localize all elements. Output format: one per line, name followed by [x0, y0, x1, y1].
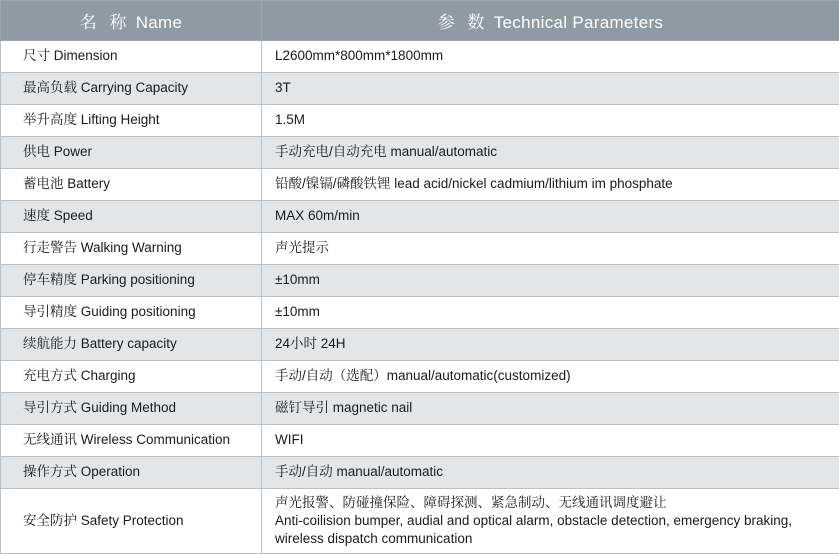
row-label: 供电 Power — [1, 137, 262, 169]
column-header-name-cn: 名 称 — [80, 13, 131, 32]
column-header-parameters-cn: 参 数 — [438, 13, 489, 32]
column-header-parameters — [262, 1, 839, 41]
table-row — [1, 457, 839, 489]
row-label: 安全防护 Safety Protection — [1, 489, 262, 554]
table-header — [1, 1, 839, 41]
table-row — [1, 393, 839, 425]
table-row — [1, 265, 839, 297]
column-header-name — [1, 1, 262, 41]
row-label: 导引精度 Guiding positioning — [1, 297, 262, 329]
table-row — [1, 489, 839, 554]
row-value-line-2: Anti-coilision bumper, audial and optical alarm, obstacle detection, emergency braking, — [275, 512, 838, 530]
row-value: 磁钉导引 magnetic nail — [262, 393, 839, 425]
row-label: 蓄电池 Battery — [1, 169, 262, 201]
row-value: ±10mm — [262, 297, 839, 329]
row-label: 尺寸 Dimension — [1, 41, 262, 73]
table-row — [1, 425, 839, 457]
row-label: 续航能力 Battery capacity — [1, 329, 262, 361]
row-label: 举升高度 Lifting Height — [1, 105, 262, 137]
table-row — [1, 137, 839, 169]
column-header-name-en: Name — [136, 13, 183, 32]
table-row — [1, 201, 839, 233]
table-row — [1, 105, 839, 137]
row-value: 24小时 24H — [262, 329, 839, 361]
row-value: WIFI — [262, 425, 839, 457]
row-label: 无线通讯 Wireless Communication — [1, 425, 262, 457]
table-row — [1, 297, 839, 329]
row-value-line-3: wireless dispatch communication — [275, 530, 838, 548]
row-value: 铅酸/镍镉/磷酸铁锂 lead acid/nickel cadmium/lithium im phosphate — [262, 169, 839, 201]
table-row — [1, 41, 839, 73]
row-value: 手动/自动 manual/automatic — [262, 457, 839, 489]
row-value: ±10mm — [262, 265, 839, 297]
row-value: 声光提示 — [262, 233, 839, 265]
row-value: 3T — [262, 73, 839, 105]
row-value: 手动/自动（选配）manual/automatic(customized) — [262, 361, 839, 393]
row-label: 充电方式 Charging — [1, 361, 262, 393]
table-body — [1, 41, 839, 554]
table-row — [1, 73, 839, 105]
table-row — [1, 233, 839, 265]
row-value: L2600mm*800mm*1800mm — [262, 41, 839, 73]
row-value: 手动充电/自动充电 manual/automatic — [262, 137, 839, 169]
row-value-line-1: 声光报警、防碰撞保险、障碍探测、紧急制动、无线通讯调度避让 — [275, 494, 838, 512]
header-row — [1, 1, 839, 41]
row-label: 操作方式 Operation — [1, 457, 262, 489]
row-label: 最高负载 Carrying Capacity — [1, 73, 262, 105]
table-row — [1, 169, 839, 201]
column-header-parameters-en: Technical Parameters — [494, 13, 663, 32]
row-value: 1.5M — [262, 105, 839, 137]
row-label: 行走警告 Walking Warning — [1, 233, 262, 265]
table-row — [1, 329, 839, 361]
row-label: 导引方式 Guiding Method — [1, 393, 262, 425]
row-label: 停车精度 Parking positioning — [1, 265, 262, 297]
row-value: MAX 60m/min — [262, 201, 839, 233]
row-value — [262, 489, 839, 554]
row-label: 速度 Speed — [1, 201, 262, 233]
table-row — [1, 361, 839, 393]
